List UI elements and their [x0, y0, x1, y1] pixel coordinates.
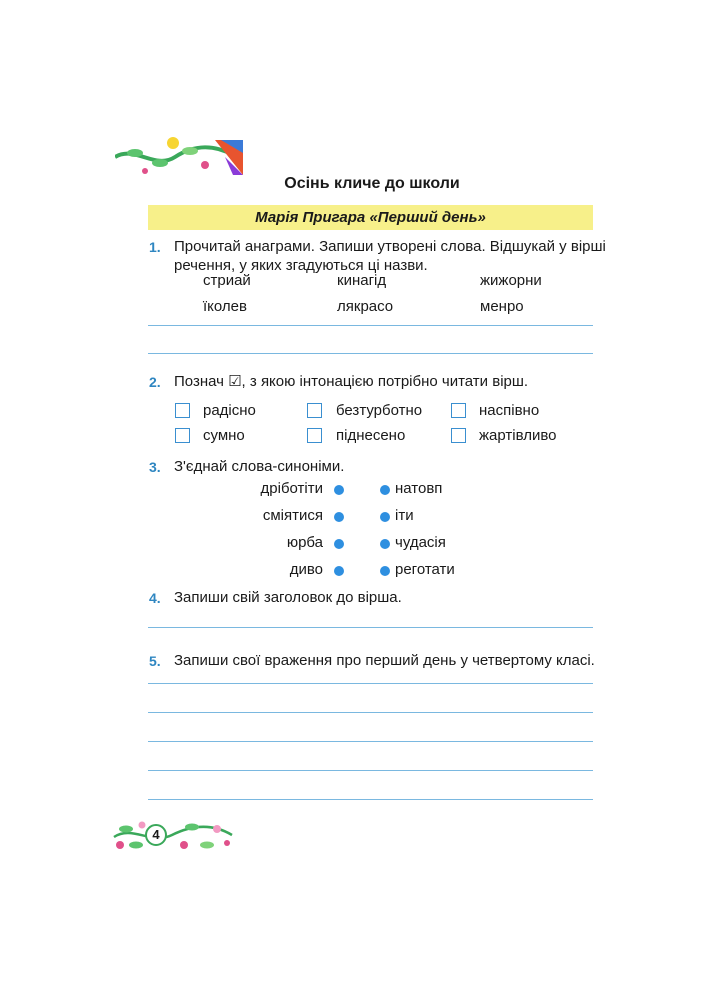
q2-text: Познач ☑, з якою інтонацією потрібно читати вірш.: [174, 373, 529, 390]
synonym-right: натовп: [395, 480, 443, 497]
checkbox-bezturbotno[interactable]: [307, 403, 322, 418]
synonym-left: юрба: [286, 534, 323, 551]
checkbox-zhartivlyvo[interactable]: [451, 428, 466, 443]
q2-number: 2.: [149, 374, 161, 390]
answer-line[interactable]: [148, 741, 593, 742]
author-title: Марія Пригара «Перший день»: [255, 209, 486, 226]
q5-text: Запиши свої враження про перший день у четвертому класі.: [174, 652, 595, 669]
option-label: сумно: [203, 427, 245, 444]
page-number: 4: [152, 827, 160, 842]
option-label: наспівно: [479, 402, 540, 419]
q1-text-line2: речення, у яких згадуються ці назви.: [174, 257, 428, 274]
option-label: радісно: [203, 402, 256, 419]
checkbox-naspivno[interactable]: [451, 403, 466, 418]
q4-number: 4.: [149, 590, 161, 606]
answer-line[interactable]: [148, 770, 593, 771]
anagram-word: жижорни: [480, 272, 542, 289]
decorative-footer-ornament: [112, 815, 234, 855]
q5-number: 5.: [149, 653, 161, 669]
anagram-word: лякрасо: [337, 298, 394, 315]
synonym-right: чудасія: [395, 534, 446, 551]
checkbox-pidneseno[interactable]: [307, 428, 322, 443]
answer-line[interactable]: [148, 325, 593, 326]
section-title: Осінь кличе до школи: [284, 175, 460, 192]
anagram-word: кинагід: [337, 272, 387, 289]
answer-line[interactable]: [148, 799, 593, 800]
q3-text: З'єднай слова-синоніми.: [174, 458, 345, 475]
answer-line[interactable]: [148, 683, 593, 684]
anagram-word: їколев: [203, 298, 247, 315]
match-dot-left[interactable]: [334, 485, 344, 495]
match-dot-left[interactable]: [334, 512, 344, 522]
synonym-left: дріботіти: [260, 480, 323, 497]
match-dot-left[interactable]: [334, 539, 344, 549]
option-label: безтурботно: [336, 402, 423, 419]
synonym-left: диво: [289, 561, 323, 578]
q1-number: 1.: [149, 239, 161, 255]
q4-text: Запиши свій заголовок до вірша.: [174, 589, 402, 606]
anagram-word: стриай: [203, 272, 251, 289]
synonym-left: сміятися: [262, 507, 323, 524]
option-label: жартівливо: [479, 427, 557, 444]
page-number-badge: [145, 824, 167, 846]
q3-number: 3.: [149, 459, 161, 475]
synonym-right: реготати: [395, 561, 455, 578]
answer-line[interactable]: [148, 712, 593, 713]
match-dot-left[interactable]: [334, 566, 344, 576]
answer-line[interactable]: [148, 627, 593, 628]
match-dot-right[interactable]: [380, 485, 390, 495]
checkbox-radisno[interactable]: [175, 403, 190, 418]
q1-text-line1: Прочитай анаграми. Запиши утворені слова. Відшукай у вірші: [174, 238, 606, 255]
match-dot-right[interactable]: [380, 512, 390, 522]
answer-line[interactable]: [148, 353, 593, 354]
decorative-header-ornament: [115, 135, 245, 180]
option-label: піднесено: [336, 427, 406, 444]
checkbox-sumno[interactable]: [175, 428, 190, 443]
match-dot-right[interactable]: [380, 539, 390, 549]
synonym-right: іти: [395, 507, 414, 524]
anagram-word: менро: [480, 298, 524, 315]
match-dot-right[interactable]: [380, 566, 390, 576]
